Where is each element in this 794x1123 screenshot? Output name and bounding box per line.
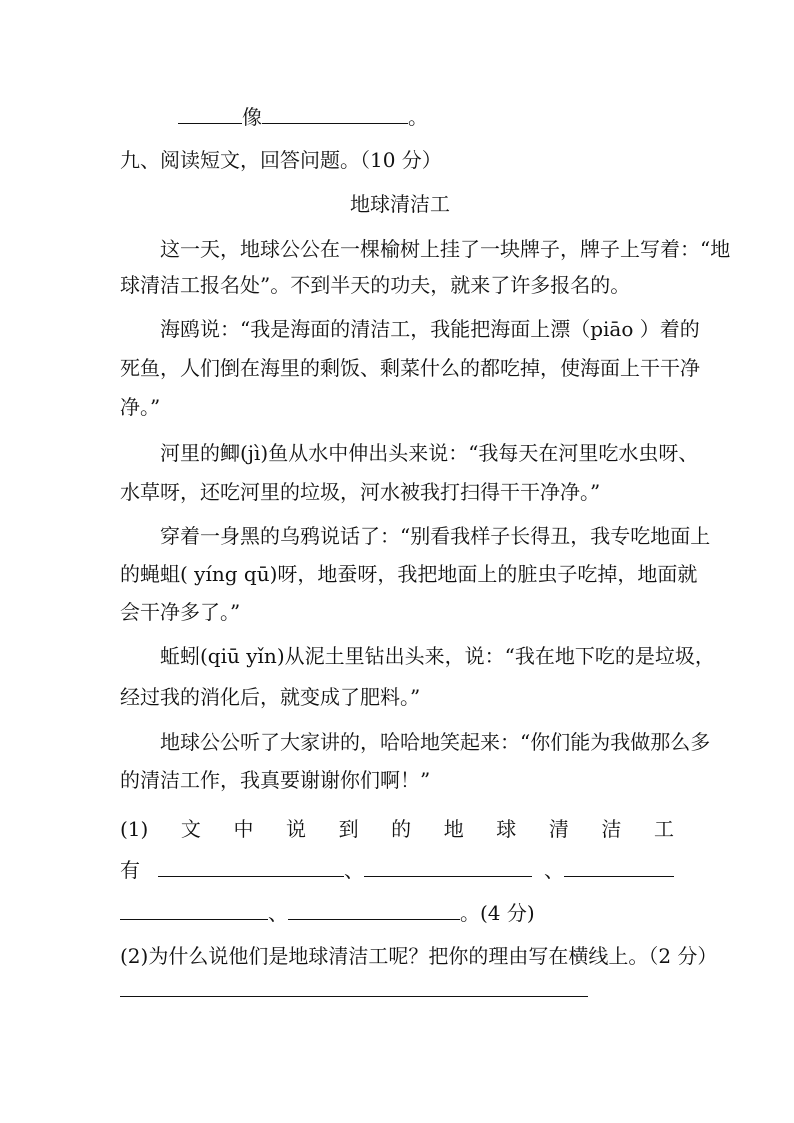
q1-separator: 、 — [344, 858, 364, 882]
passage-line: 这一天，地球公公在一棵榆树上挂了一块牌子，牌子上写着：“地 — [160, 237, 731, 261]
q1-char: 工 — [653, 817, 674, 841]
q1-char: 清 — [548, 817, 569, 841]
top-fill-line — [178, 104, 738, 130]
q1-char: 的 — [391, 817, 412, 841]
question-1-blanks-row — [120, 857, 680, 883]
passage-line: 会干净多了。” — [120, 600, 241, 624]
top-line-suffix: 。 — [408, 105, 428, 129]
section-heading: 九、阅读短文，回答问题。（10 分） — [120, 148, 442, 172]
question-2: (2)为什么说他们是地球清洁工呢？把你的理由写在横线上。（2 分） — [120, 944, 718, 968]
passage-line: 球清洁工报名处”。不到半天的功夫，就来了许多报名的。 — [120, 273, 631, 297]
q1-char: 到 — [338, 817, 359, 841]
answer-blank[interactable] — [158, 858, 344, 877]
answer-line[interactable] — [120, 996, 588, 997]
q1-char: (1) — [120, 817, 149, 841]
q1-char: 中 — [233, 817, 254, 841]
passage-line: 的蝇蛆( yíng qū)呀，地蚕呀，我把地面上的脏虫子吃掉，地面就 — [120, 562, 698, 586]
q1-lead: 有 — [120, 858, 140, 882]
answer-blank[interactable] — [120, 901, 268, 920]
q1-char: 文 — [180, 817, 201, 841]
q1-separator: 、 — [268, 901, 288, 925]
passage-line: 经过我的消化后，就变成了肥料。” — [120, 685, 421, 709]
q1-separator: 、 — [544, 858, 564, 882]
passage-line: 死鱼，人们倒在海里的剩饭、剩菜什么的都吃掉，使海面上干干净 — [120, 356, 700, 380]
question-1-row — [120, 816, 674, 842]
q1-char: 说 — [286, 817, 307, 841]
question-1-blanks-row — [120, 900, 680, 926]
top-line-middle: 像 — [242, 105, 262, 129]
answer-blank[interactable] — [288, 901, 460, 920]
passage-line: 水草呀，还吃河里的垃圾，河水被我打扫得干干净净。” — [120, 480, 601, 504]
passage-line: 海鸥说：“我是海面的清洁工，我能把海面上漂（piāo ）着的 — [160, 317, 700, 341]
answer-blank[interactable] — [178, 105, 242, 124]
q1-char: 球 — [496, 817, 517, 841]
passage-line: 的清洁工作，我真要谢谢你们啊！” — [120, 768, 431, 792]
q1-end: 。(4 分) — [460, 901, 535, 925]
passage-line: 穿着一身黑的乌鸦说话了：“别看我样子长得丑，我专吃地面上 — [160, 524, 711, 548]
passage-line: 地球公公听了大家讲的，哈哈地笑起来：“你们能为我做那么多 — [160, 730, 711, 754]
q1-char: 地 — [443, 817, 464, 841]
answer-blank[interactable] — [364, 858, 532, 877]
passage-line: 河里的鲫(jì)鱼从水中伸出头来说：“我每天在河里吃水虫呀、 — [160, 441, 699, 465]
passage-title: 地球清洁工 — [350, 192, 450, 216]
passage-line: 净。” — [120, 395, 161, 419]
q1-char: 洁 — [601, 817, 622, 841]
answer-blank[interactable] — [262, 105, 408, 124]
answer-blank[interactable] — [564, 858, 674, 877]
passage-line: 蚯蚓(qiū yǐn)从泥土里钻出头来，说：“我在地下吃的是垃圾， — [160, 644, 715, 668]
